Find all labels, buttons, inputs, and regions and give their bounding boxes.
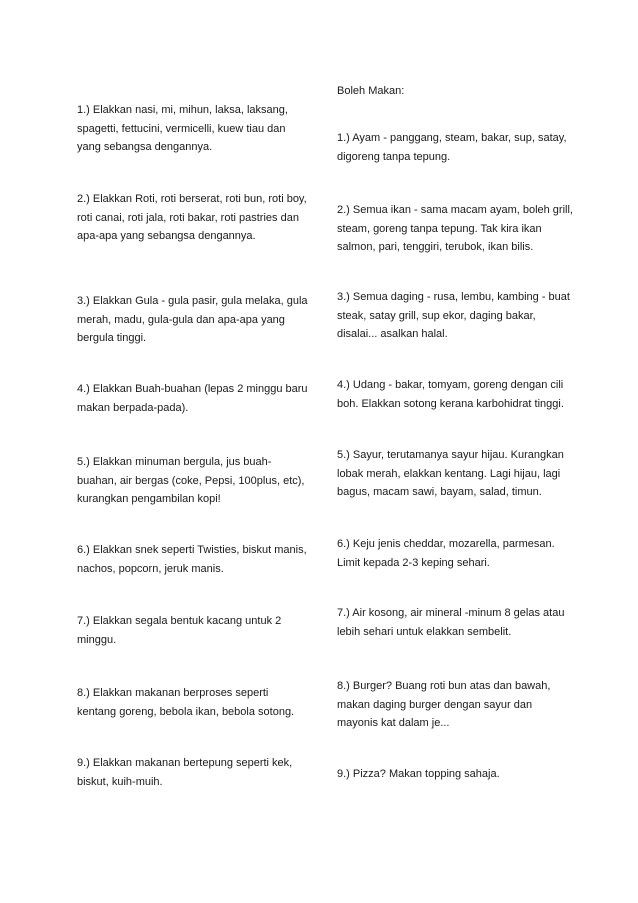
allowed-item-4: 4.) Udang - bakar, tomyam, goreng dengan cili boh. Elakkan sotong kerana karbohidrat tinggi. [337,379,564,410]
avoid-item-4: 4.) Elakkan Buah-buahan (lepas 2 minggu baru makan berpada-pada). [77,383,308,414]
allowed-item-7: 7.) Air kosong, air mineral -minum 8 gelas atau lebih sehari untuk elakkan sembelit. [337,607,565,638]
avoid-item-6: 6.) Elakkan snek seperti Twisties, biskut manis, nachos, popcorn, jeruk manis. [77,544,307,575]
avoid-item-1: 1.) Elakkan nasi, mi, mihun, laksa, laksang, spagetti, fettucini, vermicelli, kuew tiau dan yang sebangsa dengannya. [77,104,288,153]
avoid-item-9: 9.) Elakkan makanan bertepung seperti kek, biskut, kuih-muih. [77,757,293,788]
allowed-item-5: 5.) Sayur, terutamanya sayur hijau. Kurangkan lobak merah, elakkan kentang. Lagi hijau, lagi bagus, macam sawi, bayam, salad, timun. [337,449,564,498]
allowed-item-8: 8.) Burger? Buang roti bun atas dan bawah, makan daging burger dengan sayur dan mayonis kat dalam je... [337,680,551,729]
allowed-item-9: 9.) Pizza? Makan topping sahaja. [337,768,500,780]
boleh-makan-heading: Boleh Makan: [337,85,405,97]
avoid-item-8: 8.) Elakkan makanan berproses seperti kentang goreng, bebola ikan, bebola sotong. [77,687,295,718]
allowed-item-6: 6.) Keju jenis cheddar, mozarella, parmesan. Limit kepada 2-3 keping sehari. [337,538,555,569]
avoid-item-5: 5.) Elakkan minuman bergula, jus buah-buahan, air bergas (coke, Pepsi, 100plus, etc), kurangkan pengambilan kopi! [77,456,305,505]
avoid-item-7: 7.) Elakkan segala bentuk kacang untuk 2 minggu. [77,615,282,646]
allowed-item-3: 3.) Semua daging - rusa, lembu, kambing - buat steak, satay grill, sup ekor, daging bakar, disalai... asalkan halal. [337,291,570,340]
allowed-item-1: 1.) Ayam - panggang, steam, bakar, sup, satay, digoreng tanpa tepung. [337,132,567,163]
allowed-item-2: 2.) Semua ikan - sama macam ayam, boleh grill, steam, goreng tanpa tepung. Tak kira ikan salmon, pari, tenggiri, terubok, ikan bilis. [337,204,573,253]
avoid-item-2: 2.) Elakkan Roti, roti berserat, roti bun, roti boy, roti canai, roti jala, roti bakar, roti pastries dan apa-apa yang sebangsa dengannya. [77,193,307,242]
avoid-item-3: 3.) Elakkan Gula - gula pasir, gula melaka, gula merah, madu, gula-gula dan apa-apa yang bergula tinggi. [77,295,308,344]
